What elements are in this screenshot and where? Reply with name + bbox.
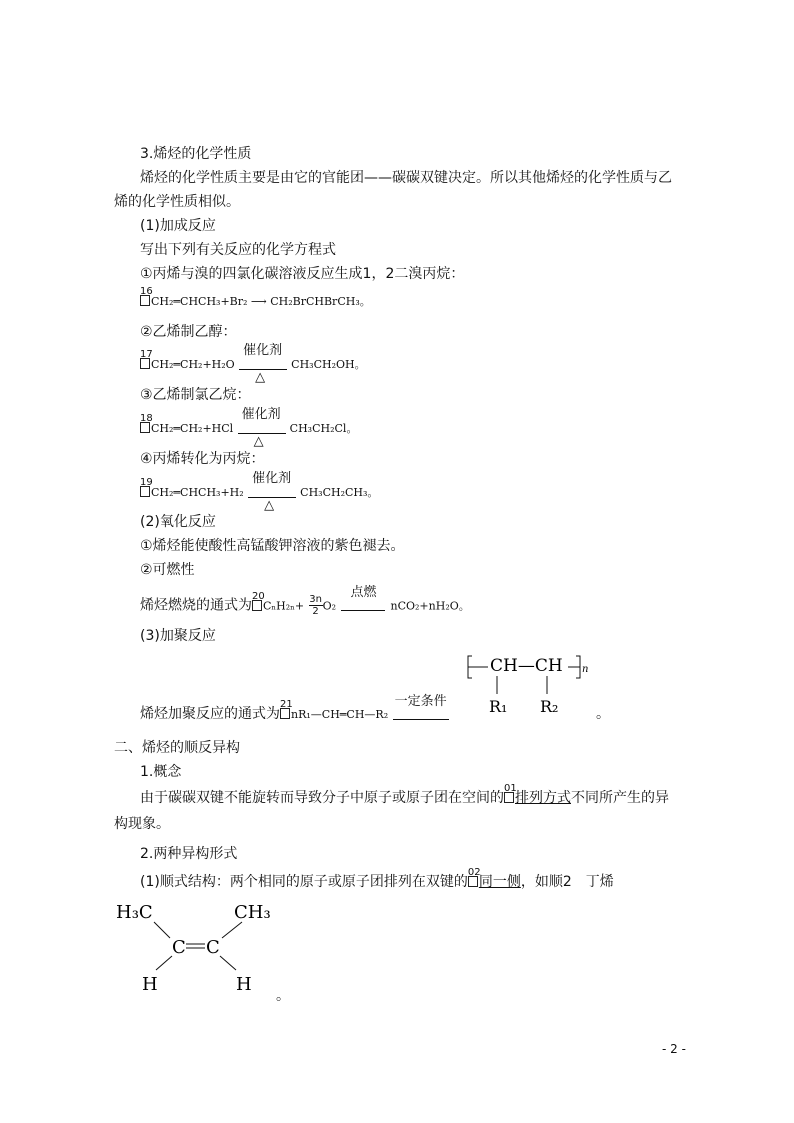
paragraph: ①烯烃能使酸性高锰酸钾溶液的紫色褪去。 [140,538,405,554]
reaction-title: ④丙烯转化为丙烷： [140,451,265,467]
section-heading: 3.烯烃的化学性质 [140,146,252,162]
equation-1: 16 CH₂═CHCH₃+Br₂ ⟶ CH₂BrCHBrCH₃。 [140,291,371,312]
svg-text:H: H [142,974,158,995]
polymerization-equation: 烯烃加聚反应的通式为 21 nR₁—CH═CH—R₂ 一定条件 [140,704,453,725]
reaction-title: ②乙烯制乙醇： [140,324,237,340]
reaction-arrow: 催化剂 △ [239,359,291,370]
paragraph: 写出下列有关反应的化学方程式 [140,242,336,258]
cis-butene-structure [110,898,290,998]
subheading: (2)氧化反应 [140,514,216,530]
reaction-arrow: 一定条件 [393,709,453,720]
paragraph: 构现象。 [114,816,170,832]
reaction-arrow: 催化剂 △ [238,423,290,434]
svg-text:H₃C: H₃C [116,902,153,923]
paragraph: ②可燃性 [140,562,195,578]
period: 。 [276,988,290,1004]
polymer-structure [464,648,614,720]
answer-blank: 同一侧 [478,874,521,890]
subheading: 2.两种异构形式 [140,846,238,862]
svg-text:CH₃: CH₃ [234,902,271,923]
page-number: - 2 - [662,1042,686,1056]
answer-blank: 排列方式 [515,790,571,806]
equation-3: 18 CH₂═CH₂+HCl 催化剂 △ CH₃CH₂Cl。 [140,406,358,449]
answer-number: 16 [140,291,151,311]
reaction-title: ③乙烯制氯乙烷： [140,387,251,403]
svg-text:H: H [236,974,252,995]
period: 。 [596,706,610,722]
svg-text:C: C [206,937,220,958]
subheading: (1)加成反应 [140,218,216,234]
subheading: (3)加聚反应 [140,628,216,644]
paragraph: 烯的化学性质相似。 [114,194,240,210]
paragraph: 烯烃的化学性质主要是由它的官能团——碳碳双键决定。所以其他烯烃的化学性质与乙 [140,170,672,186]
equation-4: 19 CH₂═CHCH₃+H₂ 催化剂 △ CH₃CH₂CH₃。 [140,470,379,513]
r1-label: R₁ [489,697,508,716]
combustion-equation: 烯烃燃烧的通式为 20 CₙH₂ₙ+ $\frac{3n}{2}$ O₂ 点燃 nCO₂+nH₂O。 [140,585,470,617]
polymer-chain: CH—CH [490,656,563,676]
section-heading: 二、烯烃的顺反异构 [114,740,240,756]
equation-2: 17 CH₂═CH₂+H₂O 催化剂 △ CH₃CH₂OH。 [140,342,366,385]
polymer-n: n [582,664,589,675]
paragraph: (1)顺式结构：两个相同的原子或原子团排列在双键的 02 同一侧，如顺2 丁烯 [140,867,614,890]
reaction-arrow: 点燃 [341,600,391,611]
fraction: $\frac{3n}{2}$ [309,594,322,617]
r2-label: R₂ [540,697,559,716]
paragraph: 由于碳碳双键不能旋转而导致分子中原子或原子团在空间的 01 排列方式不同所产生的异 [140,783,669,806]
reaction-title: ①丙烯与溴的四氯化碳溶液反应生成1，2二溴丙烷： [140,266,465,282]
reaction-arrow: 催化剂 △ [248,487,300,498]
svg-text:C: C [172,937,186,958]
subheading: 1.概念 [140,764,182,780]
